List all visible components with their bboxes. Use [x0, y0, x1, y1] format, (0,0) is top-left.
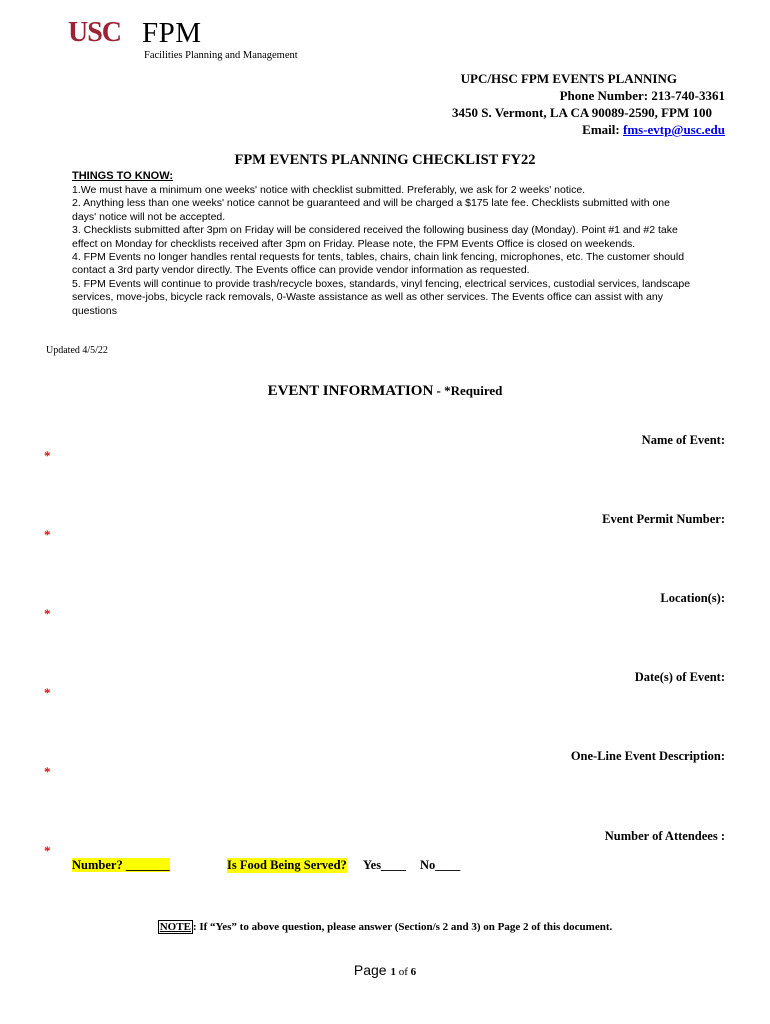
phone-number: Phone Number: 213-740-3361 [559, 88, 725, 103]
food-no-option[interactable]: No____ [420, 858, 461, 872]
email-line [452, 121, 725, 138]
office-name: UPC/HSC FPM EVENTS PLANNING [460, 71, 677, 86]
dates-of-event-label: Date(s) of Event: [634, 670, 725, 684]
things-to-know-list [72, 184, 697, 318]
email-label: Email: [582, 122, 623, 137]
note-tag: NOTE [159, 921, 191, 933]
page-footer [0, 962, 770, 980]
required-asterisk: * [44, 527, 51, 542]
required-asterisk: * [44, 606, 51, 621]
required-asterisk: * [44, 685, 51, 700]
list-item: 1.We must have a minimum one weeks' notice with checklist submitted. Preferably, we ask for 2 weeks' notice. [72, 184, 586, 196]
logo-usc-text: USC [68, 17, 122, 48]
required-asterisk: * [44, 448, 51, 463]
email-link[interactable]: fms-evtp@usc.edu [622, 122, 725, 137]
event-permit-number-label: Event Permit Number: [602, 512, 725, 526]
section-title-text: EVENT INFORMATION [267, 383, 434, 399]
event-description-label: One-Line Event Description: [570, 749, 725, 763]
logo-subtitle: Facilities Planning and Management [144, 50, 298, 61]
attendee-number-field[interactable]: Number? _______ [72, 858, 170, 872]
list-item: 4. FPM Events no longer handles rental requests for tents, tables, chairs, chain link fencing, microphones, etc. The customer should contact a 3rd party vendor directly. The Events office can provide vendor information as requested. [72, 251, 685, 277]
contact-block [452, 70, 725, 138]
list-item: 5. FPM Events will continue to provide trash/recycle boxes, standards, vinyl fencing, electrical services, custodial services, landscape services, move-jobs, bicycle rack removals, 0-Waste assistance as well as other services. The Events office can assist with any questions [72, 277, 691, 317]
logo-fpm-text: FPM [142, 17, 202, 49]
updated-date: Updated 4/5/22 [46, 345, 108, 356]
required-asterisk: * [44, 843, 51, 858]
food-yes-option[interactable]: Yes____ [363, 858, 407, 872]
required-asterisk: * [44, 764, 51, 779]
page-total: 6 [410, 966, 417, 978]
locations-label: Location(s): [660, 591, 725, 605]
address: 3450 S. Vermont, LA CA 90089-2590, FPM 100 [452, 105, 712, 120]
things-to-know-heading: THINGS TO KNOW: [72, 170, 174, 182]
document-title: FPM EVENTS PLANNING CHECKLIST FY22 [234, 152, 536, 168]
required-note: - *Required [433, 383, 503, 398]
note-line [0, 921, 770, 933]
number-of-attendees-label: Number of Attendees : [604, 829, 725, 843]
food-row [72, 858, 461, 873]
name-of-event-label: Name of Event: [641, 433, 725, 447]
page-word: Page [353, 962, 391, 978]
food-served-question: Is Food Being Served? [227, 858, 347, 872]
note-text: : If “Yes” to above question, please answer (Section/s 2 and 3) on Page 2 of this document. [192, 921, 613, 933]
usc-fpm-logo [68, 18, 318, 68]
event-information-title [0, 383, 770, 400]
list-item: 2. Anything less than one weeks' notice cannot be guaranteed and will be charged a $175 late fee. Checklists submitted with one days' notice will not be accepted. [72, 197, 670, 223]
list-item: 3. Checklists submitted after 3pm on Friday will be considered received the following business day (Monday). Point #1 and #2 take effect on Monday for checklists received after 3pm on Friday. Please note, the FPM Events Office is closed on weekends. [72, 224, 678, 250]
of-word: of [395, 966, 411, 978]
page-number: 1 [390, 966, 396, 978]
